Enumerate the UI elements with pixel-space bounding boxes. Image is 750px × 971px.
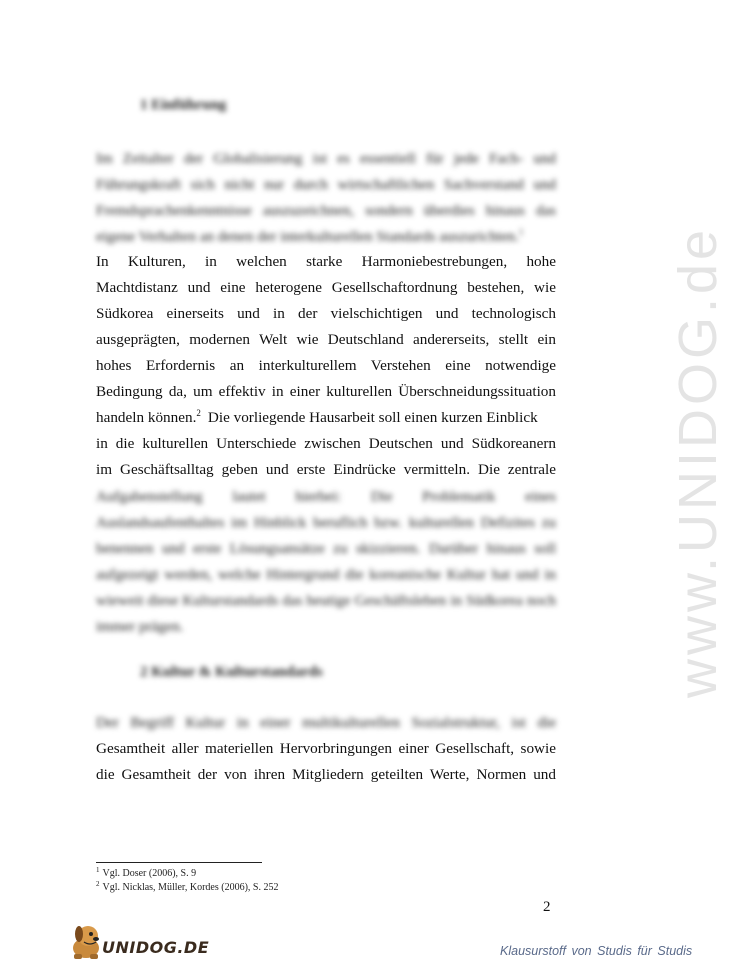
body-line-4: ausgeprägten, modernen Welt wie Deutschland andererseits, stellt ein [96, 331, 556, 348]
body-line-7-start: handeln können. [96, 409, 197, 426]
footnote-ref-1: 1 [518, 227, 524, 237]
footnote-1-mark: 1 [96, 865, 100, 874]
body-line-6: Bedingung da, um effektiv in einer kulturellen Überschneidungssituation [96, 383, 556, 400]
page-number: 2 [543, 899, 551, 915]
slogan: Klausurstoff von Studis für Studis [500, 944, 693, 958]
footnote-1-text: Vgl. Doser (2006), S. 9 [102, 868, 197, 879]
section2-blurred-line: Der Begriff Kultur in einer multikulturellen Sozialstruktur, ist die [96, 714, 556, 731]
outro-paragraph-blurred: Aufgabenstellung lautet hierbei: Die Problematik eines Auslandsaufenthaltes im Hinblick beruflich bzw. kulturellen Defizites zu benennen und erste Lösungsansätze zu skizzieren. Darüber hinaus soll aufgezeigt werden, welche Hintergrund die koreanische Kultur hat und in wieweit diese Kulturstandards das heutige Geschäftsleben in Südkorea noch immer prägen. [96, 489, 556, 635]
body-line-9: im Geschäftsalltag geben und erste Eindrücke vermitteln. Die zentrale [96, 461, 556, 478]
body-line-1: In Kulturen, in welchen starke Harmoniebestrebungen, hohe [96, 253, 556, 270]
footnote-2-text: Vgl. Nicklas, Müller, Kordes (2006), S. 252 [102, 882, 279, 893]
body-line-3: Südkorea einerseits und in der vielschichtigen und technologisch [96, 305, 556, 322]
footnote-separator [96, 862, 262, 863]
watermark: www.UNIDOG.de [668, 225, 728, 699]
section2-line-2: die Gesamtheit der von ihren Mitgliedern geteilten Werte, Normen und [96, 766, 556, 783]
body-line-2: Machtdistanz und eine heterogene Gesellschaftordnung bestehen, wie [96, 279, 556, 296]
dog-icon [66, 922, 106, 962]
footnote-2 [96, 879, 279, 893]
logo-wordmark: UNIDOG.DE [102, 938, 210, 957]
section2-line-1: Gesamtheit aller materiellen Hervorbringungen einer Gesellschaft, sowie [96, 740, 556, 757]
footnote-1 [96, 865, 197, 879]
unidog-logo [66, 922, 210, 962]
body-line-8: in die kulturellen Unterschiede zwischen Deutschen und Südkoreanern [96, 435, 556, 452]
section-heading-culture: 2 Kultur & Kulturstandards [140, 664, 323, 680]
body-line-5: hohes Erfordernis an interkulturellem Verstehen eine notwendige [96, 357, 556, 374]
footnote-2-mark: 2 [96, 879, 100, 888]
intro-paragraph-text: Im Zeitalter der Globalisierung ist es essentiell für jede Fach- und Führungskraft sich nicht nur durch wirtschaftlichen Sachverstand und Fremdsprachenkenntnisse auszuzeichnen, sondern überdies hinaus das eigene Verhalten an denen der interkulturellen Standards auszurichten. [96, 151, 556, 245]
section-heading-introduction: 1 Einführung [140, 97, 227, 113]
body-line-7 [96, 405, 556, 431]
intro-paragraph-blurred [96, 146, 556, 250]
body-line-7-end: Die vorliegende Hausarbeit soll einen kurzen Einblick [207, 409, 538, 426]
footnote-ref-2: 2 [196, 407, 201, 418]
